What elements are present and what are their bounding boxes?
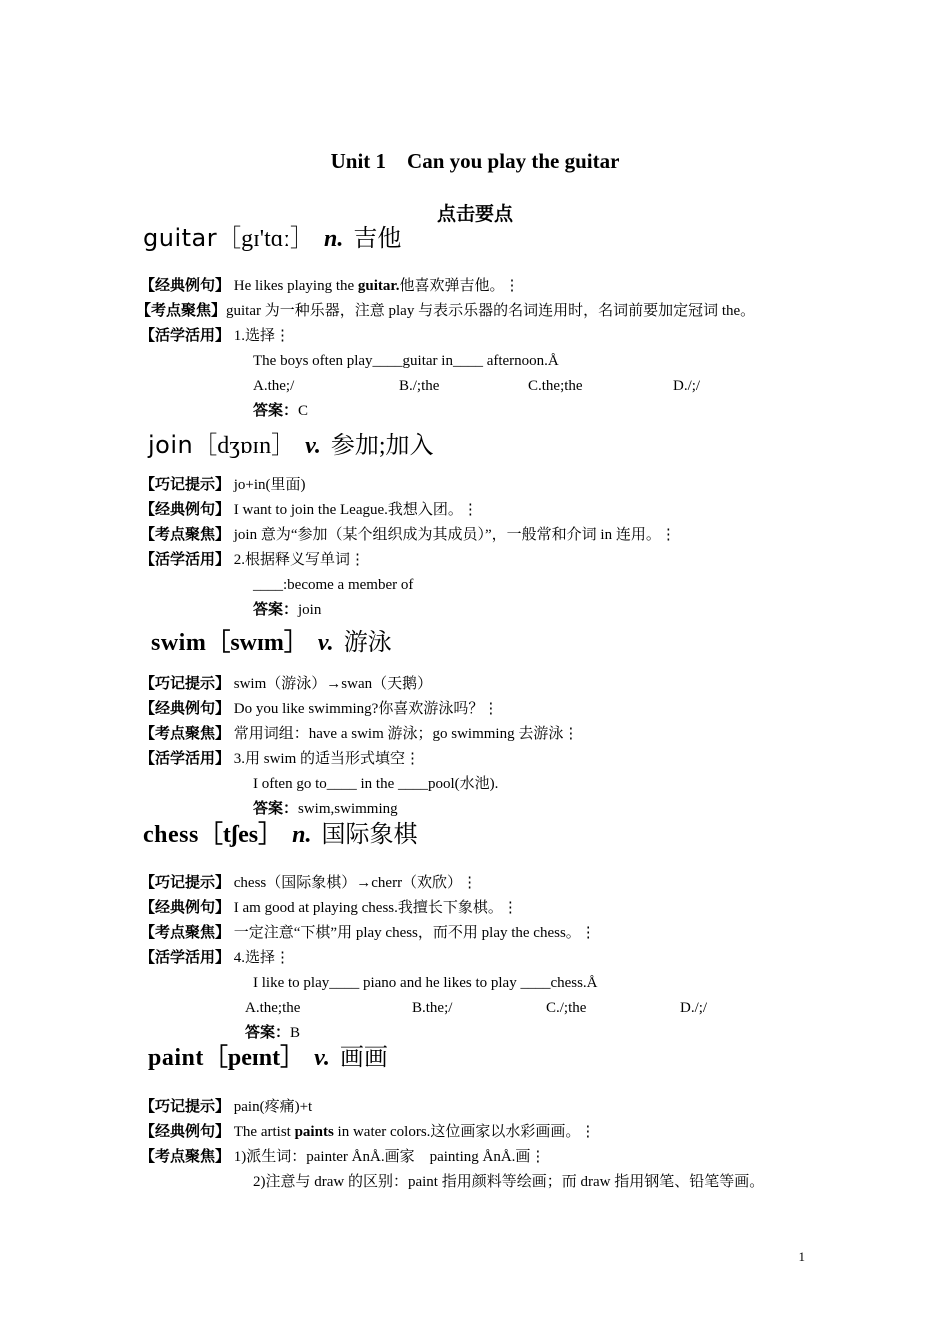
headword-text: join	[148, 431, 194, 459]
practice-text: 1.选择⋮	[233, 328, 291, 344]
tag-memory: 【巧记提示】	[140, 477, 231, 493]
guitar-example	[140, 275, 519, 297]
chess-focus	[140, 922, 596, 944]
paint-example	[140, 1121, 595, 1143]
option-a: A.the;/	[253, 378, 295, 394]
headword-guitar	[143, 223, 401, 254]
example-text: I am good at playing chess.我擅长下象棋。⋮	[233, 900, 518, 916]
memory-text: chess（国际象棋）→cherr（欢欣）⋮	[233, 875, 478, 891]
chess-memory	[140, 872, 477, 894]
focus-text: 常用词组：have a swim 游泳；go swimming 去游泳⋮	[233, 726, 579, 742]
swim-question: I often go to____ in the ____pool(水池).	[253, 776, 499, 792]
chess-options	[245, 997, 707, 1019]
phonetic: ［swɪm］	[206, 630, 308, 656]
option-d: D./;/	[673, 378, 701, 394]
example-bold: paints	[294, 1124, 334, 1140]
headword-text: paint	[148, 1045, 204, 1071]
focus-text: guitar 为一种乐器，注意 play 与表示乐器的名词连用时，名词前要加定冠词 the。	[226, 303, 756, 319]
headword-text: chess	[143, 822, 199, 848]
chess-practice	[140, 947, 290, 969]
join-practice	[140, 549, 365, 571]
answer-value: join	[298, 602, 322, 618]
headword-text: swim	[151, 630, 207, 656]
paint-memory	[140, 1096, 312, 1118]
tag-example: 【经典例句】	[140, 502, 231, 518]
chess-example	[140, 897, 518, 919]
headword-paint	[148, 1043, 388, 1073]
headword-join	[148, 430, 434, 461]
guitar-focus	[136, 300, 755, 322]
chinese-meaning: 吉他	[353, 226, 402, 252]
part-of-speech: v.	[305, 433, 321, 459]
practice-text: 3.用 swim 的适当形式填空⋮	[233, 751, 421, 767]
tag-focus: 【考点聚焦】	[140, 726, 231, 742]
join-example	[140, 499, 478, 521]
memory-text: pain(疼痛)+t	[233, 1099, 313, 1115]
tag-example: 【经典例句】	[140, 701, 231, 717]
focus-text: join 意为“参加（某个组织成为其成员）”，一般常和介词 in 连用。⋮	[233, 527, 676, 543]
part-of-speech: v.	[314, 1045, 330, 1071]
tag-memory: 【巧记提示】	[140, 676, 231, 692]
option-b: B./;the	[399, 378, 440, 394]
phonetic: ［tʃes］	[198, 822, 283, 848]
answer-value: C	[298, 403, 309, 419]
tag-practice: 【活学活用】	[140, 328, 231, 344]
option-c: C.the;the	[528, 378, 583, 394]
focus-text: 1)派生词：painter ÅnÅ.画家 painting ÅnÅ.画⋮	[233, 1149, 546, 1165]
tag-memory: 【巧记提示】	[140, 875, 231, 891]
tag-example: 【经典例句】	[140, 1124, 231, 1140]
phonetic: ［peɪnt］	[203, 1045, 305, 1071]
guitar-options	[253, 375, 700, 397]
phonetic: ［dʒɒɪn］	[193, 433, 296, 459]
tag-focus: 【考点聚焦】	[140, 925, 231, 941]
guitar-practice	[140, 325, 290, 347]
chinese-meaning: 游泳	[343, 630, 392, 656]
join-answer	[253, 599, 321, 621]
option-b: B.the;/	[412, 1000, 453, 1016]
example-text: The artist	[233, 1124, 295, 1140]
chess-answer	[245, 1022, 300, 1044]
guitar-question: The boys often play____guitar in____ afternoon.Å	[253, 353, 559, 369]
option-a: A.the;the	[245, 1000, 301, 1016]
practice-text: 4.选择⋮	[233, 950, 291, 966]
tag-practice: 【活学活用】	[140, 751, 231, 767]
chinese-meaning: 参加;加入	[330, 433, 434, 459]
page-title: Unit 1 Can you play the guitar	[330, 149, 620, 173]
tag-example: 【经典例句】	[140, 900, 231, 916]
example-translation: 他喜欢弹吉他。⋮	[399, 278, 520, 294]
answer-value: swim,swimming	[298, 801, 398, 817]
answer-label: 答案：	[245, 1025, 291, 1041]
phonetic: ［gɪ'tɑː］	[217, 226, 314, 252]
answer-label: 答案：	[253, 801, 299, 817]
tag-example: 【经典例句】	[140, 278, 231, 294]
part-of-speech: n.	[324, 226, 344, 252]
chess-question: I like to play____ piano and he likes to play ____chess.Å	[253, 975, 598, 991]
chinese-meaning: 画画	[339, 1045, 388, 1071]
part-of-speech: v.	[317, 630, 334, 656]
answer-label: 答案：	[253, 403, 299, 419]
join-focus	[140, 524, 676, 546]
tag-memory: 【巧记提示】	[140, 1099, 231, 1115]
swim-focus	[140, 723, 578, 745]
headword-chess	[143, 820, 417, 850]
option-d: D./;/	[680, 1000, 708, 1016]
swim-memory	[140, 673, 432, 695]
tag-practice: 【活学活用】	[140, 950, 231, 966]
example-translation: in water colors.这位画家以水彩画画。⋮	[333, 1124, 596, 1140]
tag-practice: 【活学活用】	[140, 552, 231, 568]
paint-focus	[140, 1146, 545, 1168]
swim-example	[140, 698, 498, 720]
example-bold: guitar.	[357, 278, 400, 294]
tag-focus: 【考点聚焦】	[140, 527, 231, 543]
part-of-speech: n.	[292, 822, 312, 848]
tag-focus: 【考点聚焦】	[140, 1149, 231, 1165]
option-c: C./;the	[546, 1000, 587, 1016]
paint-focus-2: 2)注意与 draw 的区别：paint 指用颜料等绘画；而 draw 指用钢笔、铅笔等画。	[253, 1174, 765, 1190]
tag-focus: 【考点聚焦】	[136, 303, 227, 319]
join-question: ____:become a member of	[253, 577, 414, 593]
swim-practice	[140, 748, 420, 770]
memory-text: jo+in(里面)	[233, 477, 306, 493]
headword-text: guitar	[143, 224, 218, 252]
headword-swim	[151, 628, 392, 658]
example-text: Do you like swimming?你喜欢游泳吗？⋮	[233, 701, 499, 717]
practice-text: 2.根据释义写单词⋮	[233, 552, 366, 568]
page-subtitle: 点击要点	[436, 204, 513, 225]
memory-text: swim（游泳）→swan（天鹅）	[233, 676, 433, 692]
chinese-meaning: 国际象棋	[321, 822, 418, 848]
join-memory	[140, 474, 306, 496]
answer-label: 答案：	[253, 602, 299, 618]
swim-answer	[253, 798, 398, 820]
page-number: 1	[798, 1249, 805, 1264]
example-text: I want to join the League.我想入团。⋮	[233, 502, 478, 518]
example-text: He likes playing the	[233, 278, 358, 294]
guitar-answer	[253, 400, 308, 422]
focus-text: 一定注意“下棋”用 play chess，而不用 play the chess。⋮	[233, 925, 596, 941]
answer-value: B	[290, 1025, 301, 1041]
